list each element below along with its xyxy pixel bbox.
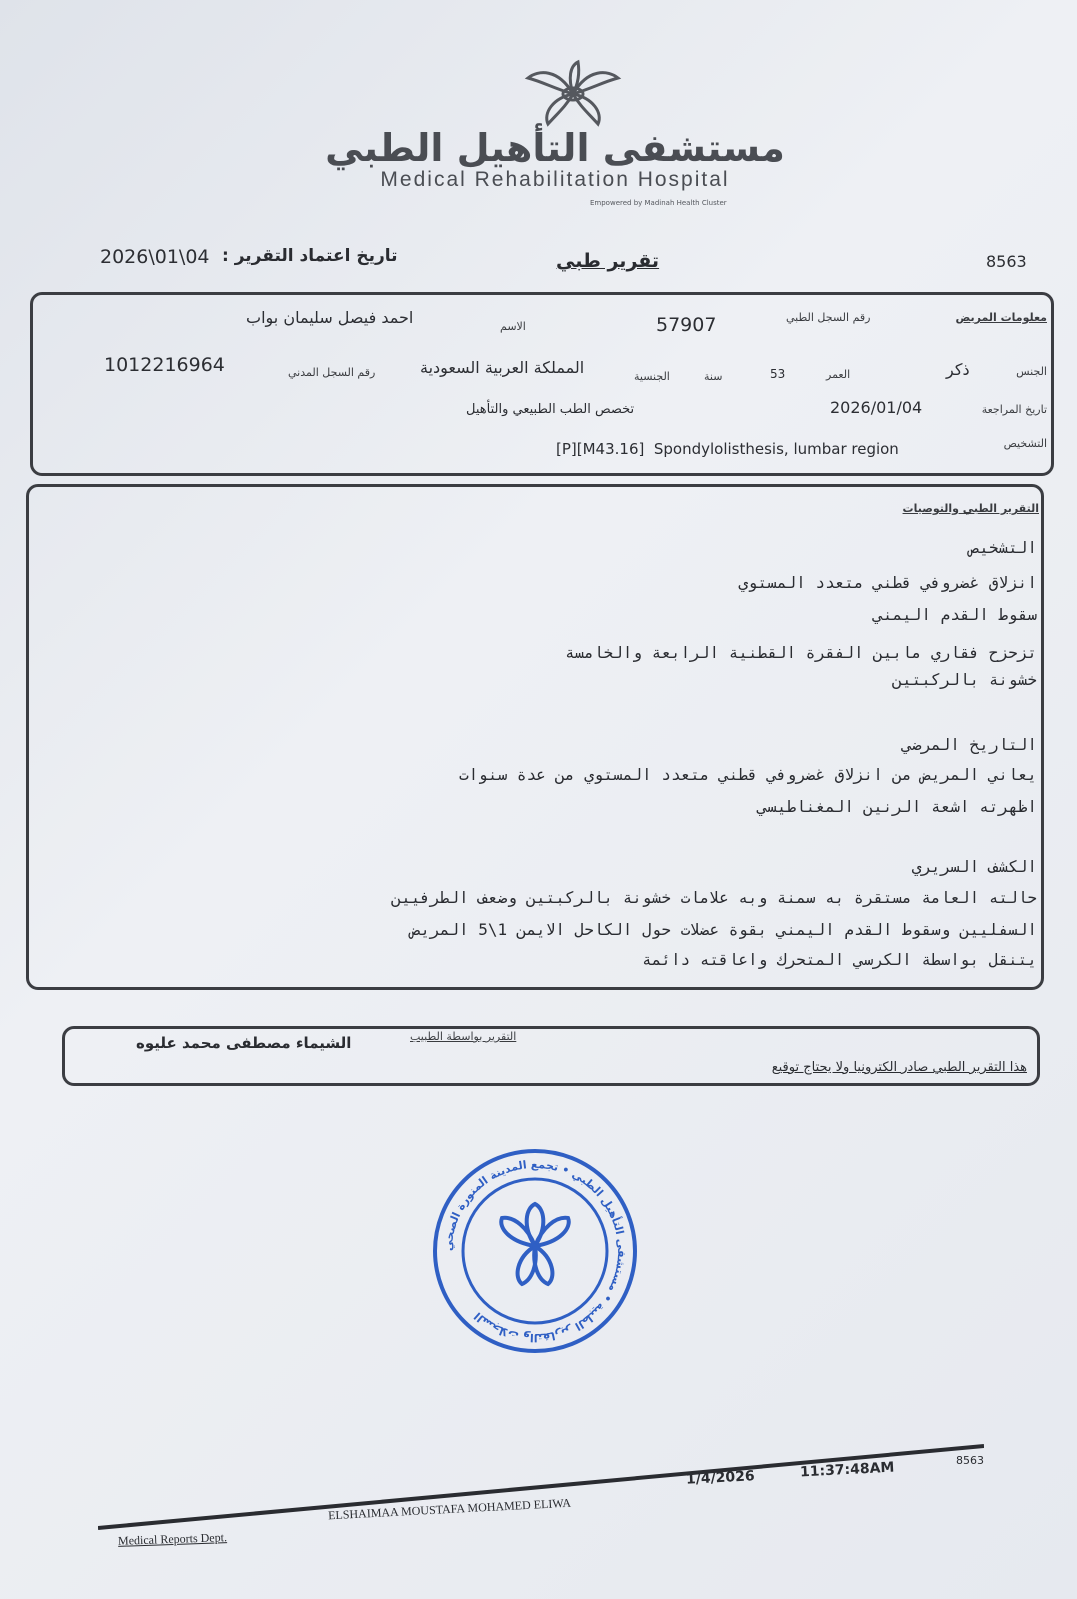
- age-label: العمر: [826, 368, 851, 381]
- signature-label: التقرير بواسطة الطبيب: [410, 1030, 517, 1043]
- hospital-tagline: Empowered by Madinah Health Cluster: [590, 199, 727, 207]
- medical-record-number: 57907: [656, 314, 717, 336]
- diagnosis-label: التشخيص: [1003, 437, 1047, 450]
- report-box: [26, 484, 1044, 990]
- diagnosis-value: [P][M43.16] Spondylolisthesis, lumbar region: [556, 440, 899, 458]
- footer-department: Medical Reports Dept.: [117, 1530, 228, 1548]
- hospital-name-en: Medical Rehabilitation Hospital: [380, 168, 730, 191]
- report-line: الكشف السريري: [911, 857, 1037, 876]
- nationality-value: المملكة العربية السعودية: [420, 358, 585, 377]
- stamp-text: السجلات والتقارير الطبية • مستشفى التأهيل الطبي • تجمع المدينة المنورة الصحي: [441, 1157, 629, 1345]
- footer-date: 1/4/2026: [685, 1468, 756, 1488]
- report-line: يعاني المريض من انزلاق غضروفي قطني متعدد المستوي من عدة سنوات: [459, 765, 1037, 784]
- footer-time: 11:37:48AM: [799, 1459, 895, 1481]
- hospital-name-ar: مستشفى التأهيل الطبي: [325, 126, 785, 170]
- report-line: التشخيص: [969, 538, 1037, 557]
- report-line: خشونة بالركبتين: [892, 670, 1037, 689]
- report-line: حالته العامة مستقرة به سمنة وبه علامات خشونة بالركبتين وضعف الطرفيين: [391, 888, 1037, 907]
- approval-date-label: تاريخ اعتماد التقرير :: [222, 246, 398, 266]
- report-line: السفليين وسقوط القدم اليمني بقوة عضلات حول الكاحل الايمن 1\5 المريض: [410, 920, 1037, 939]
- patient-name: احمد فيصل سليمان بواب: [246, 308, 414, 327]
- hospital-stamp: [430, 1146, 640, 1356]
- gender-label: الجنس: [1016, 365, 1047, 378]
- report-title: تقرير طبي: [556, 250, 660, 272]
- patient-info-box: [30, 292, 1054, 476]
- footer-number: 8563: [956, 1454, 984, 1467]
- hospital-logo: [498, 58, 648, 130]
- report-line: التاريخ المرضي: [902, 735, 1037, 754]
- civil-record-label: رقم السجل المدني: [288, 366, 376, 379]
- approval-date: 2026\01\04: [100, 246, 210, 268]
- specialty-value: تخصص الطب الطبيعي والتأهيل: [466, 402, 635, 417]
- report-number: 8563: [986, 252, 1027, 271]
- civil-record-number: 1012216964: [104, 354, 225, 376]
- visit-date-value: 2026/01/04: [830, 398, 923, 417]
- age-unit: سنة: [704, 370, 723, 383]
- report-line: انزلاق غضروفي قطني متعدد المستوي: [738, 573, 1037, 592]
- nationality-label: الجنسية: [634, 370, 670, 383]
- report-line: يتنقل بواسطة الكرسي المتحرك واعاقته دائمة: [642, 950, 1037, 969]
- report-line: سقوط القدم اليمني: [873, 605, 1037, 624]
- report-line: تزحزح فقاري مابين الفقرة القطنية الرابعة والخامسة: [564, 643, 1037, 662]
- footer-rule-line: [98, 1444, 984, 1530]
- age-value: 53: [770, 367, 786, 381]
- report-line: اظهرته اشعة الرنين المغناطيسي: [757, 797, 1037, 816]
- medical-record-label: رقم السجل الطبي: [786, 311, 871, 324]
- electronic-note: هذا التقرير الطبي صادر الكترونيا ولا يحتاج توقيع: [771, 1060, 1027, 1075]
- footer-doctor-name-en: ELSHAIMAA MOUSTAFA MOHAMED ELIWA: [327, 1495, 572, 1523]
- report-section-label: التقرير الطبي والتوصيات: [902, 502, 1039, 515]
- patient-section-label: معلومات المريض: [955, 311, 1047, 324]
- doctor-name-ar: الشيماء مصطفى محمد عليوه: [136, 1034, 352, 1052]
- gender-value: ذكر: [946, 360, 970, 379]
- visit-date-label: تاريخ المراجعة: [981, 403, 1047, 416]
- name-label: الاسم: [500, 320, 526, 333]
- footer-rule: [98, 1444, 984, 1530]
